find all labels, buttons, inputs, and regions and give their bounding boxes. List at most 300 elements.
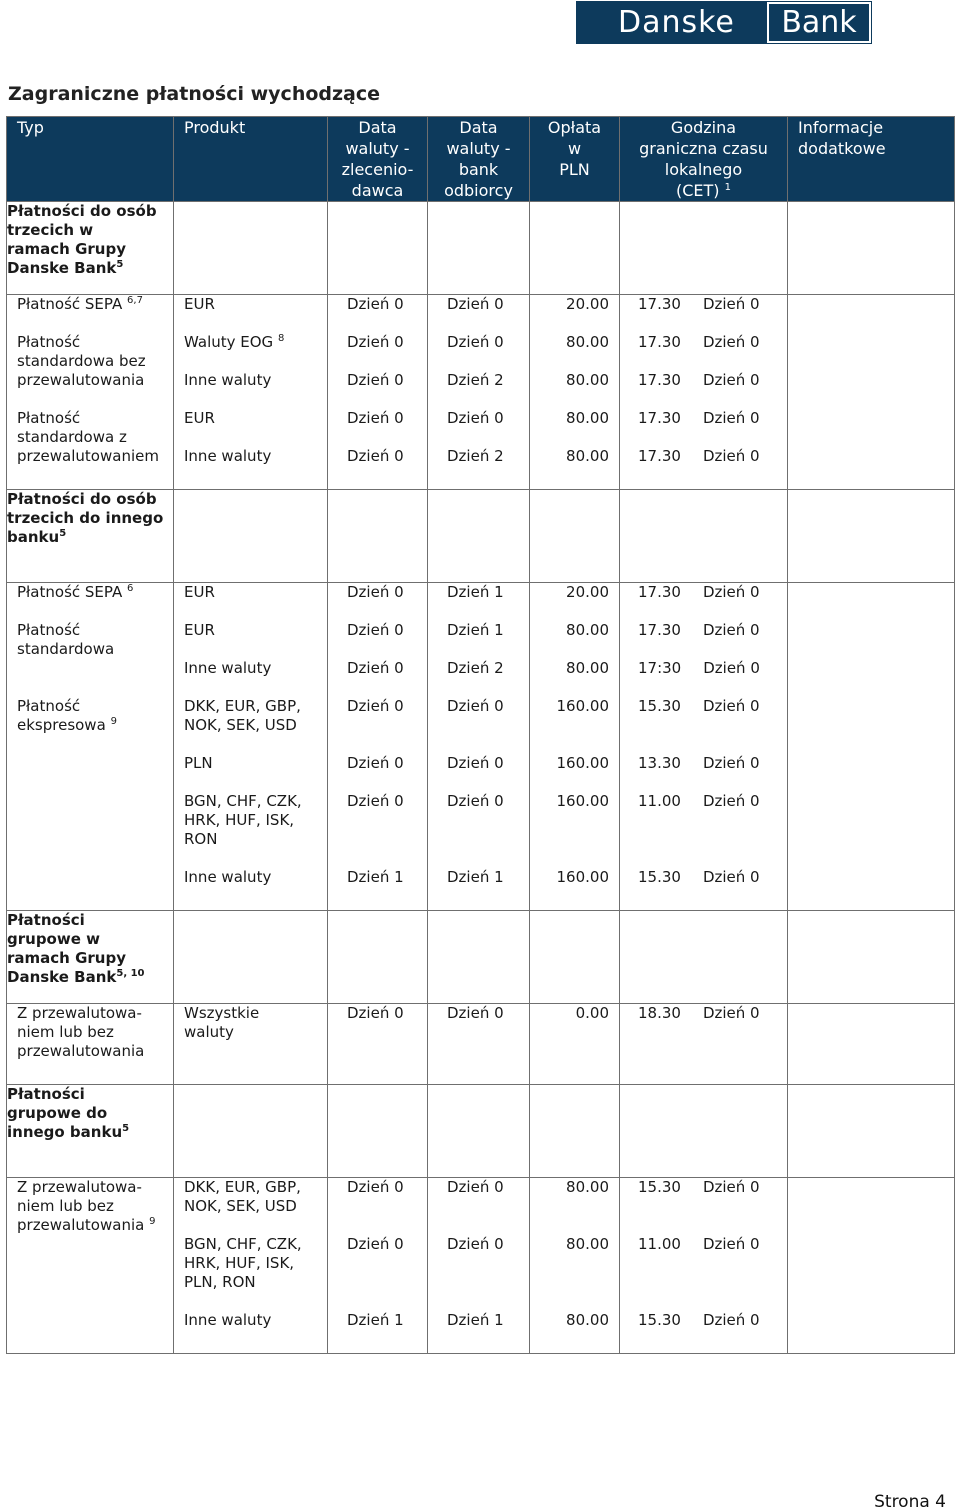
- cell-group: [347, 409, 427, 466]
- bank-value: Dzień 2: [447, 447, 504, 465]
- info-value: Dzień 0: [702, 1235, 760, 1253]
- cell-group: [530, 409, 609, 466]
- zl-value: Dzień 1: [347, 1311, 404, 1329]
- table-row-cell: [530, 697, 609, 735]
- col-cutoff-time: [620, 583, 788, 911]
- info-value: Dzień 0: [702, 697, 760, 715]
- zl-value: Dzień 0: [347, 409, 404, 427]
- col-date-sender: [328, 1004, 428, 1085]
- empty-cell: [530, 911, 620, 1004]
- section-title-line: [7, 528, 173, 547]
- bank-value: Dzień 0: [447, 1235, 504, 1253]
- table-row-cell: [788, 333, 954, 352]
- table-row-cell: [347, 333, 427, 352]
- zl-value: Dzień 0: [347, 621, 404, 639]
- section-header-row: [7, 202, 955, 295]
- header-typ: Typ: [7, 117, 174, 202]
- col-info: [788, 583, 955, 911]
- col-product: [174, 1178, 328, 1354]
- empty-cell: [788, 202, 955, 295]
- header-oplata: Opłata w PLN: [530, 117, 620, 202]
- table-row-cell: [530, 295, 609, 314]
- table-row-cell: [347, 792, 427, 849]
- empty-cell: [530, 490, 620, 583]
- table-row-cell: [184, 333, 327, 352]
- cell-group: [530, 333, 609, 390]
- payment-type-line: [17, 716, 173, 735]
- cell-group: [788, 295, 954, 314]
- table-row-cell: [184, 583, 327, 602]
- header-data-zleceniodawca: Data waluty - zlecenio- dawca: [328, 117, 428, 202]
- info-value: Dzień 0: [702, 583, 760, 601]
- col-date-sender: [328, 1178, 428, 1354]
- table-row-cell: [347, 295, 427, 314]
- zl-value: Dzień 0: [347, 1004, 404, 1022]
- oplata-value: 160.00: [556, 868, 609, 886]
- product-text: Waluty EOG: [184, 333, 274, 351]
- cell-group: [530, 295, 609, 314]
- payment-type-line: standardowa: [17, 640, 115, 658]
- logo-word-bank: Bank: [767, 2, 871, 43]
- page-title: Zagraniczne płatności wychodzące: [8, 83, 381, 105]
- table-row-cell: [184, 295, 327, 314]
- zl-value: Dzień 0: [347, 1178, 404, 1196]
- footnote-ref: 6,7: [127, 295, 143, 306]
- empty-cell: [328, 490, 428, 583]
- godz-value: 18.30: [638, 1004, 681, 1022]
- table-row-cell: [347, 371, 427, 390]
- zl-value: Dzień 0: [347, 792, 404, 810]
- footnote-ref: 6: [127, 583, 134, 594]
- cell-group: [347, 1004, 427, 1061]
- col-cutoff-time: [620, 1004, 788, 1085]
- cell-group: [347, 295, 427, 314]
- oplata-value: 80.00: [566, 621, 609, 639]
- table-row-cell: [638, 447, 787, 466]
- table-row-cell: [447, 1004, 529, 1042]
- table-row-cell: [788, 792, 954, 849]
- table-row-cell: [530, 659, 609, 678]
- table-row-cell: [447, 295, 529, 314]
- info-value: Dzień 0: [702, 792, 760, 810]
- table-row-cell: [184, 868, 327, 887]
- col-type: [7, 295, 174, 490]
- info-value: Dzień 0: [702, 371, 760, 389]
- section-header-row: [7, 1085, 955, 1178]
- table-row-cell: [788, 868, 954, 887]
- cell-group: [638, 621, 787, 678]
- zl-value: Dzień 0: [347, 659, 404, 677]
- section-title-line: [7, 1123, 173, 1142]
- bank-value: Dzień 1: [447, 868, 504, 886]
- empty-cell: [428, 490, 530, 583]
- table-row-cell: [184, 447, 327, 466]
- col-info: [788, 295, 955, 490]
- col-cutoff-time: [620, 1178, 788, 1354]
- product-line: NOK, SEK, USD: [184, 716, 297, 734]
- table-row-cell: [184, 659, 327, 678]
- cell-group: [347, 333, 427, 390]
- table-header-row: [7, 117, 955, 202]
- product-line: Inne waluty: [184, 868, 272, 886]
- table-row-cell: [638, 333, 787, 352]
- table-row-cell: [347, 1311, 427, 1330]
- payment-type-line: niem lub bez: [17, 1197, 114, 1215]
- table-row-cell: [184, 409, 327, 428]
- bank-value: Dzień 1: [447, 621, 504, 639]
- table-row-cell: [347, 697, 427, 735]
- table-row-cell: [638, 792, 787, 849]
- col-cutoff-time: [620, 295, 788, 490]
- cell-group: [184, 333, 327, 390]
- payments-table: [6, 116, 955, 1354]
- table-row-cell: [184, 371, 327, 390]
- godz-value: 13.30: [638, 754, 681, 772]
- cell-group: [530, 697, 609, 887]
- table-row-cell: [788, 754, 954, 773]
- table-row-cell: [638, 1178, 787, 1216]
- product-line: waluty: [184, 1023, 234, 1041]
- cell-group: [788, 697, 954, 887]
- payment-type-line: Płatność: [17, 621, 81, 639]
- payment-type-line: przewalutowaniem: [17, 447, 159, 465]
- payment-type-line: Z przewalutowa-: [17, 1178, 142, 1196]
- godz-value: 15.30: [638, 1178, 681, 1196]
- bank-value: Dzień 1: [447, 1311, 504, 1329]
- godz-value: 11.00: [638, 1235, 681, 1253]
- footnote-ref: 8: [277, 333, 285, 344]
- payment-type: [17, 1178, 173, 1330]
- oplata-value: 80.00: [566, 1311, 609, 1329]
- cell-group: [447, 333, 529, 390]
- cell-group: [347, 1178, 427, 1330]
- col-info: [788, 1178, 955, 1354]
- info-value: Dzień 0: [702, 621, 760, 639]
- col-type: [7, 583, 174, 911]
- bank-value: Dzień 0: [447, 697, 504, 715]
- table-row-cell: [788, 371, 954, 390]
- bank-value: Dzień 0: [447, 1178, 504, 1196]
- table-row-cell: [530, 1311, 609, 1330]
- info-value: Dzień 0: [702, 1004, 760, 1022]
- empty-cell: [174, 202, 328, 295]
- product-line: DKK, EUR, GBP,: [184, 1178, 301, 1196]
- table-row-cell: [347, 409, 427, 428]
- footnote-ref: 5: [116, 259, 124, 270]
- info-value: Dzień 0: [702, 409, 760, 427]
- cell-group: [788, 409, 954, 466]
- table-row-cell: [530, 333, 609, 352]
- table-row-cell: [447, 754, 529, 773]
- info-value: Dzień 0: [702, 1311, 760, 1329]
- section-title: [7, 911, 174, 1004]
- empty-cell: [428, 911, 530, 1004]
- table-row-cell: [530, 583, 609, 602]
- godz-value: 17.30: [638, 333, 681, 351]
- section-title-line: Płatności do osób: [7, 490, 157, 508]
- footnote-ref: 5: [59, 528, 67, 539]
- table-row-cell: [530, 621, 609, 640]
- section-title-line: Płatności: [7, 1085, 85, 1103]
- payment-type: [17, 333, 173, 390]
- table-row-cell: [788, 1311, 954, 1330]
- table-row-cell: [447, 868, 529, 887]
- cell-group: [638, 1178, 787, 1330]
- product-line: Inne waluty: [184, 1311, 272, 1329]
- footnote-ref: 5, 10: [116, 968, 145, 979]
- empty-cell: [620, 490, 788, 583]
- product-line: HRK, HUF, ISK,: [184, 811, 295, 829]
- table-row-cell: [447, 447, 529, 466]
- cell-group: [638, 697, 787, 887]
- info-value: Dzień 0: [702, 447, 760, 465]
- bank-value: Dzień 0: [447, 792, 504, 810]
- info-value: Dzień 0: [702, 868, 760, 886]
- table-row-cell: [447, 1311, 529, 1330]
- zl-value: Dzień 0: [347, 697, 404, 715]
- table-row-cell: [447, 621, 529, 640]
- col-info: [788, 1004, 955, 1085]
- col-type: [7, 1004, 174, 1085]
- table-row-cell: [530, 447, 609, 466]
- table-row-cell: [638, 295, 787, 314]
- cell-group: [447, 697, 529, 887]
- godz-value: 17:30: [638, 659, 682, 677]
- table-row-cell: [638, 371, 787, 390]
- col-fee: [530, 1004, 620, 1085]
- col-date-bank: [428, 583, 530, 911]
- empty-cell: [174, 1085, 328, 1178]
- payment-type-text: Płatność SEPA: [17, 583, 123, 601]
- bank-value: Dzień 2: [447, 659, 504, 677]
- cell-group: [184, 583, 327, 602]
- payment-type: [17, 621, 173, 678]
- table-row-cell: [184, 1311, 327, 1330]
- cell-group: [184, 1178, 327, 1330]
- section-title-line: grupowe w: [7, 930, 100, 948]
- table-row-cell: [530, 792, 609, 849]
- table-row-cell: [447, 409, 529, 428]
- payment-type-line: Płatność: [17, 409, 81, 427]
- bank-value: Dzień 1: [447, 583, 504, 601]
- oplata-value: 20.00: [566, 583, 609, 601]
- col-fee: [530, 295, 620, 490]
- table-row-cell: [184, 1178, 327, 1216]
- empty-cell: [788, 1085, 955, 1178]
- cell-group: [184, 621, 327, 678]
- header-data-bank: Data waluty - bank odbiorcy: [428, 117, 530, 202]
- cell-group: [447, 621, 529, 678]
- empty-cell: [530, 1085, 620, 1178]
- cell-group: [638, 1004, 787, 1061]
- section-title: [7, 490, 174, 583]
- section-data-row: [7, 1004, 955, 1085]
- bank-value: Dzień 0: [447, 754, 504, 772]
- product-line: Inne waluty: [184, 371, 272, 389]
- col-fee: [530, 1178, 620, 1354]
- table-row-cell: [447, 659, 529, 678]
- product-line: NOK, SEK, USD: [184, 1197, 297, 1215]
- cell-group: [447, 409, 529, 466]
- table-row-cell: [638, 621, 787, 640]
- payment-type-line: przewalutowania: [17, 1042, 145, 1060]
- col-date-bank: [428, 295, 530, 490]
- empty-cell: [174, 490, 328, 583]
- oplata-value: 0.00: [575, 1004, 609, 1022]
- table-row-cell: [788, 1178, 954, 1216]
- table-row-cell: [347, 659, 427, 678]
- oplata-value: 80.00: [566, 1178, 609, 1196]
- table-row-cell: [788, 621, 954, 640]
- cell-group: [530, 1004, 609, 1061]
- payment-type-line: Płatność: [17, 333, 81, 351]
- cell-group: [184, 1004, 327, 1061]
- table-row-cell: [788, 1235, 954, 1292]
- cell-group: [347, 697, 427, 887]
- empty-cell: [328, 1085, 428, 1178]
- section-title-text: Danske Bank: [7, 968, 117, 986]
- header-produkt: Produkt: [174, 117, 328, 202]
- oplata-value: 80.00: [566, 1235, 609, 1253]
- cell-group: [638, 409, 787, 466]
- cell-group: [638, 583, 787, 602]
- product-line: PLN: [184, 754, 213, 772]
- table-row-cell: [638, 754, 787, 773]
- table-row-cell: [184, 792, 327, 849]
- section-data-row: [7, 295, 955, 490]
- table-row-cell: [347, 621, 427, 640]
- payment-type-text: przewalutowania: [17, 1216, 145, 1234]
- table-row-cell: [184, 1235, 327, 1292]
- table-row-cell: [530, 371, 609, 390]
- section-title-text: innego banku: [7, 1123, 123, 1141]
- section-data-row: [7, 1178, 955, 1354]
- footnote-ref: 9: [149, 1216, 156, 1227]
- section-title: [7, 1085, 174, 1178]
- table-row-cell: [530, 868, 609, 887]
- table-row-cell: [638, 1235, 787, 1292]
- table-row-cell: [788, 697, 954, 735]
- table-row-cell: [530, 754, 609, 773]
- payment-type-line: [17, 1216, 173, 1235]
- table-row-cell: [530, 1178, 609, 1216]
- product-line: BGN, CHF, CZK,: [184, 792, 302, 810]
- cell-group: [347, 583, 427, 602]
- product-line: Wszystkie: [184, 1004, 260, 1022]
- col-product: [174, 295, 328, 490]
- payment-type: [17, 409, 173, 466]
- product-line: EUR: [184, 409, 215, 427]
- cell-group: [530, 1178, 609, 1330]
- table-row-cell: [447, 371, 529, 390]
- godz-value: 17.30: [638, 295, 681, 313]
- cell-group: [638, 295, 787, 314]
- godz-value: 11.00: [638, 792, 681, 810]
- info-value: Dzień 0: [702, 1178, 760, 1196]
- product-line: DKK, EUR, GBP,: [184, 697, 301, 715]
- header-godzina: Godzina graniczna czasu lokalnego (CET) $^1$: [620, 117, 788, 202]
- godz-value: 15.30: [638, 1311, 681, 1329]
- table-row-cell: [788, 659, 954, 678]
- godz-value: 17.30: [638, 409, 681, 427]
- table-row-cell: [184, 621, 327, 640]
- info-value: Dzień 0: [702, 754, 760, 772]
- page-number: Strona 4: [874, 1492, 946, 1512]
- product-line: HRK, HUF, ISK,: [184, 1254, 295, 1272]
- cell-group: [530, 583, 609, 602]
- logo-word-danske: Danske: [618, 5, 735, 40]
- section-title-line: [7, 968, 173, 987]
- payment-type-text: Płatność SEPA: [17, 295, 123, 313]
- empty-cell: [428, 1085, 530, 1178]
- table-row-cell: [638, 1004, 787, 1042]
- payment-type-line: standardowa bez: [17, 352, 146, 370]
- bank-value: Dzień 0: [447, 333, 504, 351]
- cell-group: [184, 697, 327, 887]
- table-row-cell: [447, 333, 529, 352]
- oplata-value: 160.00: [556, 697, 609, 715]
- empty-cell: [530, 202, 620, 295]
- cell-group: [447, 583, 529, 602]
- table-row-cell: [638, 409, 787, 428]
- col-date-sender: [328, 295, 428, 490]
- info-value: Dzień 0: [702, 295, 760, 313]
- section-header-row: [7, 490, 955, 583]
- oplata-value: 80.00: [566, 447, 609, 465]
- cell-group: [638, 333, 787, 390]
- section-title-line: ramach Grupy: [7, 949, 126, 967]
- oplata-value: 20.00: [566, 295, 609, 313]
- oplata-value: 80.00: [566, 659, 609, 677]
- bank-value: Dzień 0: [447, 295, 504, 313]
- bank-value: Dzień 0: [447, 409, 504, 427]
- info-value: Dzień 0: [703, 659, 760, 677]
- header-informacje: Informacje dodatkowe: [788, 117, 955, 202]
- table-row-cell: [788, 583, 954, 602]
- section-header-row: [7, 911, 955, 1004]
- table-row-cell: [530, 1235, 609, 1292]
- zl-value: Dzień 0: [347, 1235, 404, 1253]
- empty-cell: [620, 911, 788, 1004]
- cell-group: [184, 409, 327, 466]
- table-row-cell: [184, 1004, 327, 1042]
- oplata-value: 160.00: [556, 792, 609, 810]
- col-product: [174, 1004, 328, 1085]
- table-row-cell: [530, 1004, 609, 1042]
- godz-value: 17.30: [638, 371, 681, 389]
- empty-cell: [788, 490, 955, 583]
- zl-value: Dzień 0: [347, 295, 404, 313]
- table-row-cell: [788, 409, 954, 428]
- empty-cell: [620, 202, 788, 295]
- table-row-cell: [347, 583, 427, 602]
- section-title-text: Danske Bank: [7, 259, 117, 277]
- cell-group: [788, 583, 954, 602]
- product-line: EUR: [184, 583, 215, 601]
- godz-value: 17.30: [638, 583, 681, 601]
- payment-type-line: przewalutowania: [17, 371, 145, 389]
- godz-value: 17.30: [638, 447, 681, 465]
- table-row-cell: [638, 659, 787, 678]
- empty-cell: [328, 202, 428, 295]
- table-row-cell: [347, 868, 427, 887]
- cell-group: [788, 1004, 954, 1061]
- empty-cell: [174, 911, 328, 1004]
- payment-type-line: [17, 295, 173, 314]
- table-row-cell: [347, 1178, 427, 1216]
- table-row-cell: [638, 868, 787, 887]
- table-row-cell: [447, 1178, 529, 1216]
